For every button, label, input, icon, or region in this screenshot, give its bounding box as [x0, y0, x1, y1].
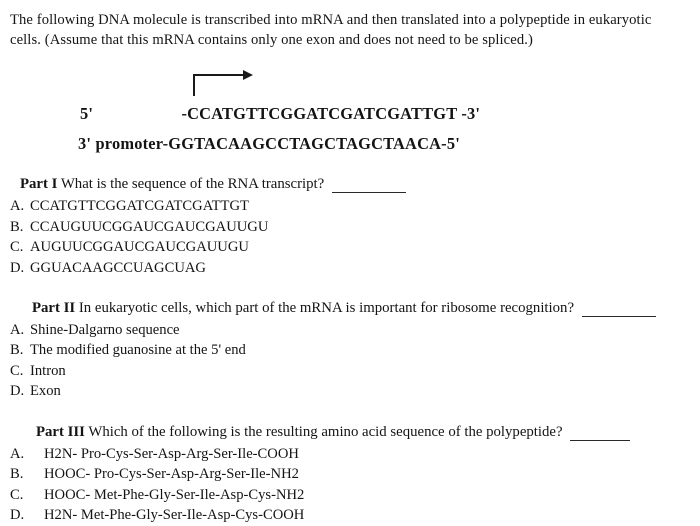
- part-3-choice-d[interactable]: [10, 505, 688, 526]
- part-3-choice-b-text: HOOC- Pro-Cys-Ser-Asp-Arg-Ser-Ile-NH2: [44, 466, 299, 483]
- intro-line-2: cells. (Assume that this mRNA contains only one exon and does not need to be spliced.): [10, 32, 533, 49]
- part-3-choice-c-letter: C.: [10, 486, 24, 503]
- part-2-label: Part II: [32, 299, 76, 316]
- part-1-question: [20, 176, 688, 193]
- part-3-choice-a[interactable]: [10, 444, 688, 465]
- intro-paragraph: [10, 10, 688, 50]
- part-1-choice-c-text: AUGUUCGGAUCGAUCGAUUGU: [30, 239, 249, 256]
- part-2-choice-d-text: Exon: [30, 383, 61, 400]
- part-3-choice-a-letter: A.: [10, 445, 25, 462]
- dna-bottom-strand: 3' promoter-GGTACAAGCCTAGCTAGCTAACA-5': [78, 134, 460, 154]
- part-3-question: [36, 424, 688, 441]
- part-3-choice-c-text: HOOC- Met-Phe-Gly-Ser-Ile-Asp-Cys-NH2: [44, 486, 305, 503]
- part-1-choice-b-letter: B.: [10, 218, 24, 235]
- part-2-choice-b-letter: B.: [10, 342, 24, 359]
- part-3-choice-d-text: H2N- Met-Phe-Gly-Ser-Ile-Asp-Cys-COOH: [44, 507, 305, 524]
- part-1-choice-d-letter: D.: [10, 259, 25, 276]
- transcription-direction-arrow-icon: [193, 70, 251, 94]
- part-1-choices: [10, 196, 688, 278]
- part-3: [10, 424, 688, 526]
- part-2-question: [32, 300, 688, 317]
- part-1-choice-d-text: GGUACAAGCCUAGCUAG: [30, 259, 206, 276]
- part-1-choice-c-letter: C.: [10, 239, 24, 256]
- part-3-choices: [10, 444, 688, 526]
- part-3-choice-a-text: H2N- Pro-Cys-Ser-Asp-Arg-Ser-Ile-COOH: [44, 445, 299, 462]
- part-1-choice-b-text: CCAUGUUCGGAUCGAUCGAUUGU: [30, 218, 269, 235]
- part-3-question-text: Which of the following is the resulting amino acid sequence of the polypeptide?: [88, 423, 563, 440]
- part-3-choice-c[interactable]: [10, 485, 688, 506]
- part-1-choice-c[interactable]: [10, 237, 688, 258]
- part-1-choice-d[interactable]: [10, 258, 688, 279]
- part-1-label: Part I: [20, 176, 58, 193]
- part-1: [10, 176, 688, 278]
- part-2-choice-a-letter: A.: [10, 321, 25, 338]
- part-1-question-text: What is the sequence of the RNA transcript?: [60, 176, 325, 193]
- part-2-choice-a[interactable]: [10, 320, 688, 341]
- part-1-choice-a[interactable]: [10, 196, 688, 217]
- dna-top-strand: [80, 104, 480, 124]
- part-3-choice-b[interactable]: [10, 464, 688, 485]
- dna-top-sequence: -CCATGTTCGGATCGATCGATTGT -3': [181, 104, 481, 124]
- part-1-choice-a-letter: A.: [10, 198, 25, 215]
- part-2-answer-blank[interactable]: [582, 303, 656, 317]
- part-2-choice-a-text: Shine-Dalgarno sequence: [30, 321, 180, 338]
- part-2-choice-c-text: Intron: [30, 362, 66, 379]
- dna-top-five-prime-label: 5': [80, 104, 94, 124]
- part-2-choice-d[interactable]: [10, 381, 688, 402]
- part-2: [10, 300, 688, 402]
- part-2-question-text: In eukaryotic cells, which part of the mRNA is important for ribosome recognition?: [78, 299, 575, 316]
- intro-line-1: The following DNA molecule is transcribed into mRNA and then translated into a polypeptide in eukaryotic: [10, 12, 652, 28]
- part-2-choice-b-text: The modified guanosine at the 5' end: [30, 342, 246, 359]
- dna-molecule-diagram: [10, 64, 688, 160]
- part-2-choices: [10, 320, 688, 402]
- part-2-choice-c-letter: C.: [10, 362, 24, 379]
- part-3-choice-b-letter: B.: [10, 466, 24, 483]
- part-1-choice-a-text: CCATGTTCGGATCGATCGATTGT: [30, 198, 249, 215]
- part-2-choice-d-letter: D.: [10, 383, 25, 400]
- part-3-answer-blank[interactable]: [570, 427, 630, 441]
- part-3-label: Part III: [36, 423, 85, 440]
- part-2-choice-b[interactable]: [10, 340, 688, 361]
- part-2-choice-c[interactable]: [10, 361, 688, 382]
- part-1-answer-blank[interactable]: [332, 179, 406, 193]
- part-1-choice-b[interactable]: [10, 217, 688, 238]
- part-3-choice-d-letter: D.: [10, 507, 25, 524]
